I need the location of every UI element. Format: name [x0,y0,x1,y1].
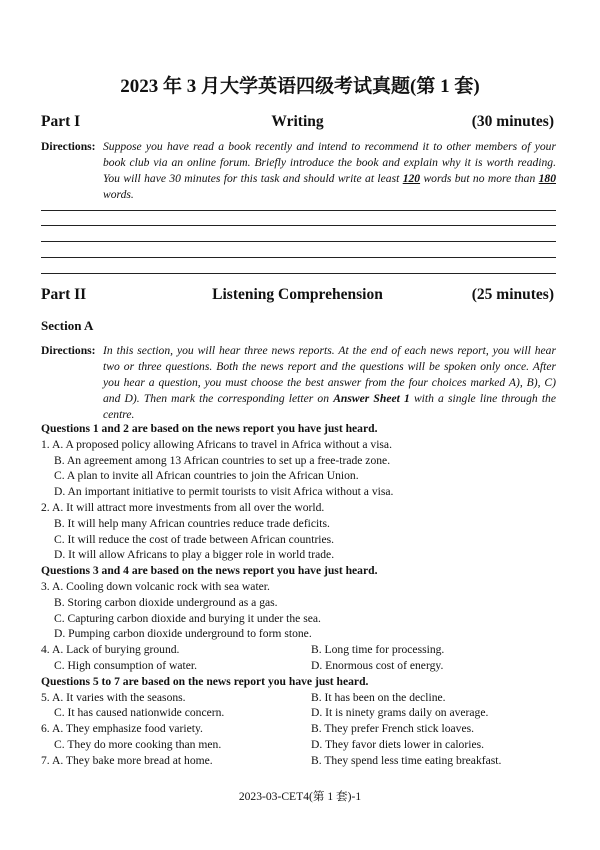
q5-row2 [41,705,556,721]
part2-header [41,284,554,306]
q7-option-a: 7. A. They bake more bread at home. [41,753,213,767]
q4-row1 [41,642,556,658]
answer-sheet: Answer Sheet 1 [333,392,410,405]
q5-option-d: D. It is ninety grams daily on average. [311,706,489,720]
q1-option-d: D. An important initiative to permit tourists to visit Africa without a visa. [54,485,394,499]
q1-option-b: B. An agreement among 13 African countries to set up a free-trade zone. [54,453,391,467]
q5-option-a: 5. A. It varies with the seasons. [41,690,186,704]
q2-option-d: D. It will allow Africans to play a bigger role in world trade. [54,548,335,562]
part1-header [41,111,554,133]
q2-option-a: 2. A. It will attract more investments from all over the world. [41,500,325,514]
writing-line [41,241,556,242]
q5-option-c: C. It has caused nationwide concern. [54,706,225,720]
q4-option-b: B. Long time for processing. [311,643,445,657]
q6-row2 [41,737,556,753]
part2-time: (25 minutes) [471,286,554,303]
q7-row1 [41,753,556,769]
part1-directions-text: Suppose you have read a book recently and intend to recommend it to other members of your book club via an online forum. Briefly introduce the book and explain why it is worth reading. You will have 30 minutes for this task and should write at least 120 words but no more than 180 words. [103,140,557,201]
q3-option-c: C. Capturing carbon dioxide and burying it under the sea. [54,611,321,625]
q5-option-b: B. It has been on the decline. [311,690,446,704]
question-group-header: Questions 3 and 4 are based on the news report you have just heard. [41,564,378,578]
section-a-heading: Section A [41,318,94,333]
q4-option-a: 4. A. Lack of burying ground. [41,643,180,657]
q2-option-b: B. It will help many African countries reduce trade deficits. [54,516,330,530]
q7-option-b: B. They spend less time eating breakfast. [311,753,502,767]
min-words: 120 [402,172,421,185]
q6-option-c: C. They do more cooking than men. [54,737,222,751]
q3-option-b: B. Storing carbon dioxide underground as a gas. [54,595,278,609]
q6-option-d: D. They favor diets lower in calories. [311,737,484,751]
part1-name: Writing [271,113,324,130]
question-group-header: Questions 1 and 2 are based on the news report you have just heard. [41,422,378,435]
part1-directions-label: Directions: [41,140,96,153]
page-footer: 2023-03-CET4(第 1 套)-1 [238,790,362,803]
q6-option-a: 6. A. They emphasize food variety. [41,722,203,736]
part2-label: Part II [41,286,87,303]
exam-title: 2023 年 3 月大学英语四级考试真题(第 1 套) [120,76,480,97]
q4-option-c: C. High consumption of water. [54,658,197,672]
part2-name: Listening Comprehension [212,286,383,303]
writing-line [41,225,556,226]
part2-directions-label: Directions: [41,344,96,357]
writing-line [41,210,556,211]
q6-option-b: B. They prefer French stick loaves. [311,722,475,736]
writing-line [41,273,556,274]
part1-time: (30 minutes) [471,113,554,130]
q3-option-d: D. Pumping carbon dioxide underground to form stone. [54,627,312,641]
part2-directions [41,343,556,423]
part1-label: Part I [41,113,81,130]
part1-directions [41,139,556,203]
questions-block [41,421,556,769]
max-words: 180 [538,172,557,185]
q6-row1 [41,721,556,737]
q1-option-c: C. A plan to invite all African countries to join the African Union. [54,469,359,483]
q3-option-a: 3. A. Cooling down volcanic rock with sea water. [41,579,270,593]
q1-option-a: 1. A. A proposed policy allowing Africans to travel in Africa without a visa. [41,437,392,451]
q4-option-d: D. Enormous cost of energy. [311,658,444,672]
question-group-header: Questions 5 to 7 are based on the news report you have just heard. [41,674,369,688]
q2-option-c: C. It will reduce the cost of trade between African countries. [54,532,335,546]
part2-directions-text: In this section, you will hear three news reports. At the end of each news report, you will hear two or three questions. Both the news report and the questions will be spoken only once. After you hear a question, you must choose the best answer from the four choices marked A), B), C) and D). Then mark the corresponding letter on Answer Sheet 1 with a single line through the centre. [103,344,556,421]
q5-row1 [41,690,556,706]
q4-row2 [41,658,556,674]
writing-line [41,257,556,258]
